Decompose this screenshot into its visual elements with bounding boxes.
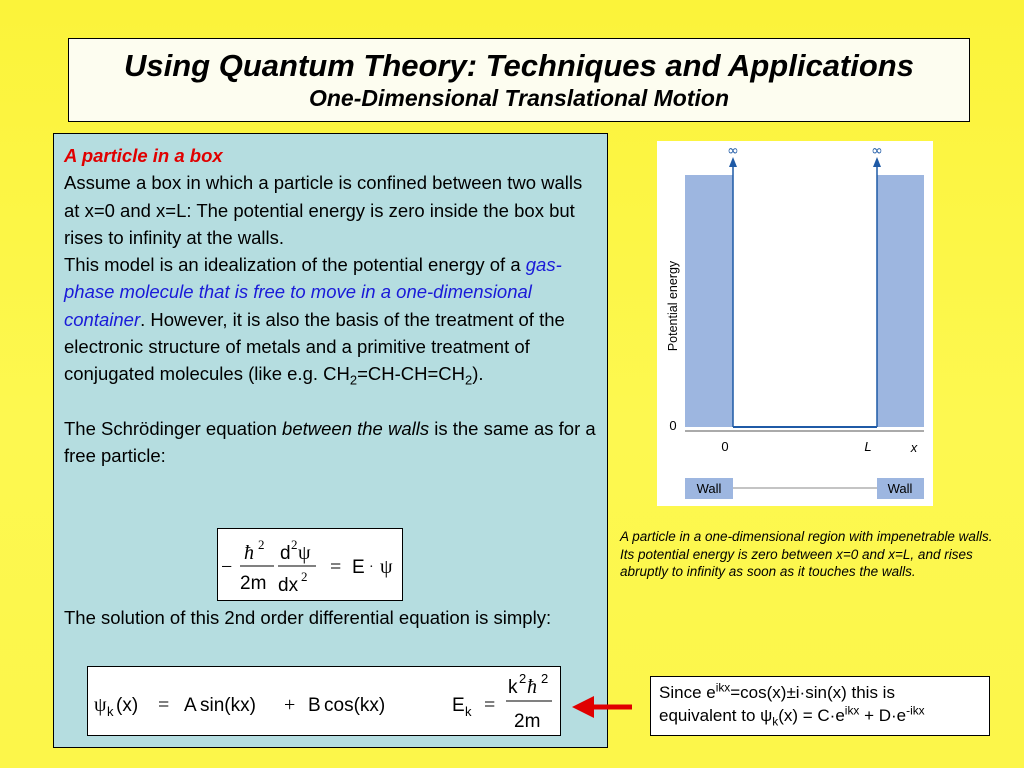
svg-text:+: + bbox=[284, 694, 296, 716]
left-wall-fill bbox=[685, 175, 733, 427]
note-line-1 bbox=[659, 681, 981, 704]
note-1b: =cos(x)±i·sin(x) this is bbox=[730, 683, 895, 702]
note-line-2 bbox=[659, 704, 981, 727]
svg-text:dx: dx bbox=[278, 575, 299, 596]
note-2a: equivalent to ψ bbox=[659, 706, 773, 725]
p2-sub-1: 2 bbox=[349, 373, 358, 389]
p3-text-a: The Schrödinger equation bbox=[64, 417, 283, 439]
svg-text:sin(kx): sin(kx) bbox=[200, 695, 256, 716]
slide-title: Using Quantum Theory: Techniques and Applications bbox=[124, 48, 914, 83]
svg-text:ψ: ψ bbox=[380, 556, 393, 578]
title-box bbox=[68, 38, 970, 122]
note-2c: + D·e bbox=[859, 706, 907, 725]
slide-subtitle: One-Dimensional Translational Motion bbox=[308, 85, 729, 111]
euler-note-box bbox=[650, 676, 990, 736]
p3-text-b: is the same as for a free particle: bbox=[64, 417, 596, 466]
p2-highlight: gas-phase molecule that is free to move in a one-dimensional container bbox=[64, 254, 562, 330]
p2-sub-2: 2 bbox=[465, 373, 473, 389]
p2-text-b: . However, it is also the basis of the treatment of the electronic structure of metals and a primitive treatment of conjugated molecules (like e.g. CH bbox=[64, 308, 565, 385]
note-1a: Since e bbox=[659, 683, 716, 702]
svg-text:E: E bbox=[452, 695, 465, 716]
potential-energy-figure bbox=[657, 141, 933, 506]
svg-text:2: 2 bbox=[541, 671, 549, 686]
svg-text:=: = bbox=[158, 694, 170, 716]
note-1-sup: ikx bbox=[715, 680, 731, 695]
svg-text:ψ: ψ bbox=[298, 542, 311, 564]
y-zero-label: 0 bbox=[669, 418, 677, 433]
svg-text:2m: 2m bbox=[240, 573, 267, 594]
note-2-sup2: -ikx bbox=[906, 703, 925, 718]
svg-text:k: k bbox=[508, 677, 518, 698]
red-arrow-icon bbox=[570, 694, 634, 720]
infinity-left: ∞ bbox=[727, 143, 739, 159]
svg-text:=: = bbox=[330, 556, 342, 578]
svg-text:A: A bbox=[184, 695, 197, 716]
svg-text:cos(kx): cos(kx) bbox=[324, 695, 386, 716]
wall-label-right: Wall bbox=[887, 481, 913, 496]
main-content-panel bbox=[53, 133, 608, 748]
p3-italic: between the walls bbox=[282, 417, 430, 439]
svg-text:2: 2 bbox=[519, 671, 527, 686]
p2-text-d: ). bbox=[472, 363, 484, 385]
svg-text:k: k bbox=[465, 704, 472, 719]
infinity-right: ∞ bbox=[871, 143, 883, 159]
x-L-label: L bbox=[864, 439, 872, 454]
p2-text-c: =CH-CH=CH bbox=[357, 363, 466, 385]
note-2-sub: k bbox=[772, 714, 779, 729]
section-heading: A particle in a box bbox=[64, 145, 223, 166]
paragraph-4: The solution of this 2nd order differential equation is simply: bbox=[64, 607, 552, 628]
paragraph-1: Assume a box in which a particle is confined between two walls at x=0 and x=L: The potential energy is zero inside the box but rises to infinity at the walls. bbox=[64, 172, 583, 248]
wall-label-left: Wall bbox=[696, 481, 722, 496]
svg-text:ħ: ħ bbox=[527, 676, 537, 698]
note-2b: (x) = C·e bbox=[778, 706, 845, 725]
svg-text:ψ: ψ bbox=[94, 694, 107, 716]
svg-text:(x): (x) bbox=[116, 695, 139, 716]
svg-text:ħ: ħ bbox=[244, 542, 254, 564]
solution-equation bbox=[87, 666, 561, 736]
x-axis-label: x bbox=[910, 440, 918, 455]
paragraph-2 bbox=[64, 251, 599, 387]
solution-equation-graphic bbox=[88, 667, 562, 737]
note-2-sup1: ikx bbox=[844, 703, 860, 718]
figure-caption: A particle in a one-dimensional region with impenetrable walls. Its potential energy is zero between x=0 and x=L, and rises abruptly to infinity as soon as it touches the walls. bbox=[620, 529, 993, 579]
svg-text:−: − bbox=[221, 556, 233, 578]
svg-text:B: B bbox=[308, 695, 321, 716]
potential-energy-diagram bbox=[657, 141, 933, 506]
svg-text:d: d bbox=[280, 543, 291, 564]
svg-text:2m: 2m bbox=[514, 711, 541, 732]
svg-text:2: 2 bbox=[291, 537, 298, 552]
x-zero-label: 0 bbox=[721, 439, 729, 454]
svg-text:·: · bbox=[369, 560, 374, 575]
schrodinger-equation bbox=[217, 528, 403, 601]
paragraph-3 bbox=[64, 415, 599, 470]
main-text bbox=[64, 142, 599, 469]
p2-text-a: This model is an idealization of the potential energy of a bbox=[64, 254, 526, 276]
y-axis-label: Potential energy bbox=[666, 260, 680, 352]
svg-text:k: k bbox=[107, 704, 114, 719]
svg-text:2: 2 bbox=[258, 537, 265, 552]
schrodinger-equation-graphic bbox=[218, 529, 404, 602]
svg-text:2: 2 bbox=[301, 569, 308, 584]
svg-text:E: E bbox=[352, 557, 365, 578]
right-wall-fill bbox=[877, 175, 924, 427]
svg-text:=: = bbox=[484, 694, 496, 716]
